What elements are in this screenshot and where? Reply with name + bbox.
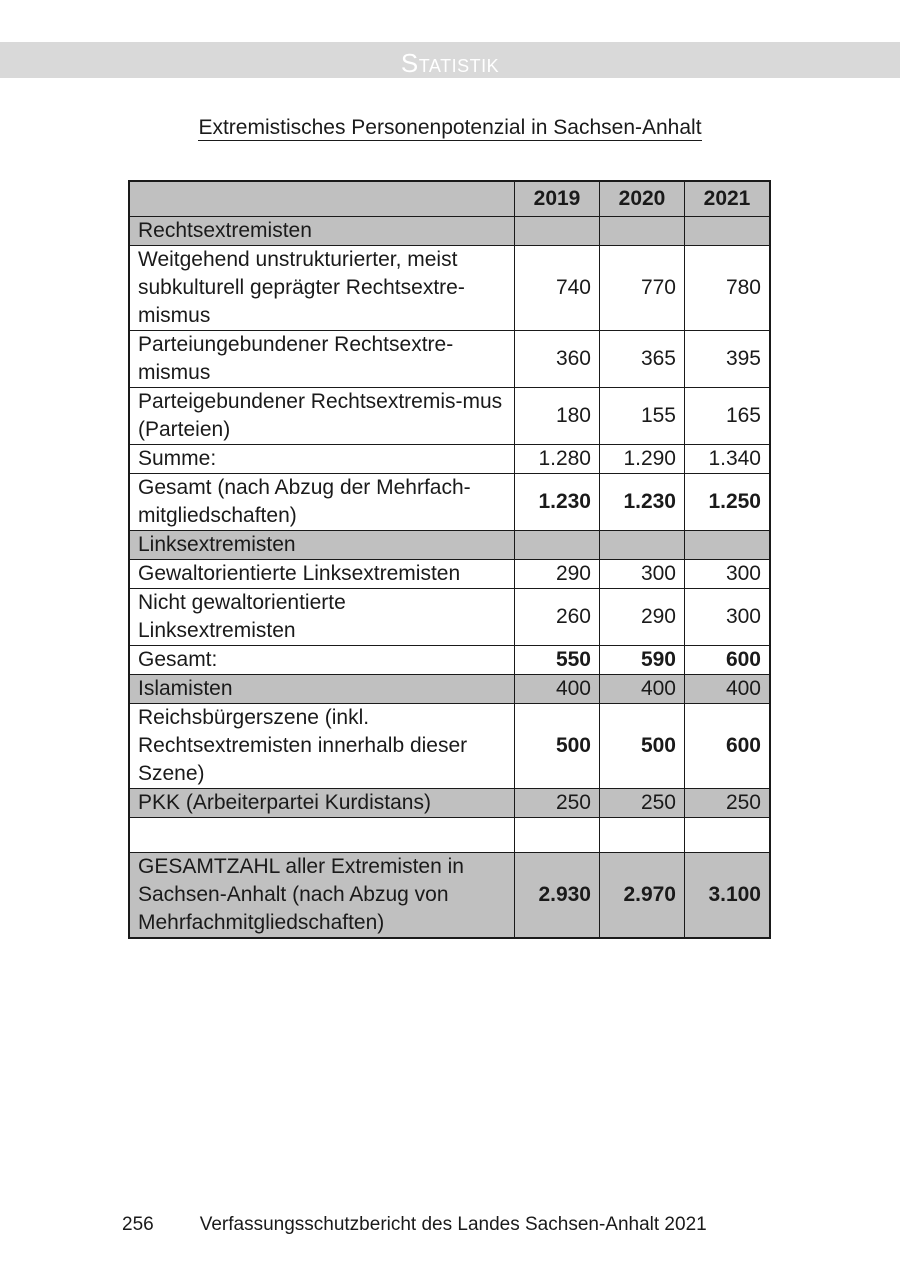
cell-2020: 1.230: [600, 474, 685, 531]
column-header-2021: 2021: [685, 181, 771, 217]
cell-2019: 1.230: [515, 474, 600, 531]
row-label: PKK (Arbeiterpartei Kurdistans): [129, 789, 515, 818]
table-row: [129, 388, 770, 445]
cell-2021: [685, 818, 771, 853]
cell-2020: 2.970: [600, 853, 685, 939]
cell-2019: 500: [515, 704, 600, 789]
cell-2020: [600, 531, 685, 560]
cell-2020: 290: [600, 589, 685, 646]
row-label: Rechtsextremisten: [129, 217, 515, 246]
column-header-2020: 2020: [600, 181, 685, 217]
cell-2021: 165: [685, 388, 771, 445]
cell-2019: 1.280: [515, 445, 600, 474]
row-label: Gesamt:: [129, 646, 515, 675]
cell-2020: 500: [600, 704, 685, 789]
cell-2021: 300: [685, 589, 771, 646]
cell-2020: 400: [600, 675, 685, 704]
table-row: [129, 246, 770, 331]
cell-2021: 300: [685, 560, 771, 589]
cell-2019: 260: [515, 589, 600, 646]
cell-2019: [515, 531, 600, 560]
page-footer: [122, 1214, 707, 1236]
cell-2020: 155: [600, 388, 685, 445]
row-label: Nicht gewaltorientierte Linksextremisten: [129, 589, 515, 646]
cell-2020: 770: [600, 246, 685, 331]
table-title: [0, 116, 900, 140]
cell-2019: 550: [515, 646, 600, 675]
cell-2019: 400: [515, 675, 600, 704]
cell-2019: [515, 818, 600, 853]
cell-2021: 1.340: [685, 445, 771, 474]
cell-2020: 1.290: [600, 445, 685, 474]
statistics-table: [128, 180, 771, 939]
cell-2021: [685, 531, 771, 560]
row-label: Parteiungebundener Rechtsextre-​mismus: [129, 331, 515, 388]
table-row: [129, 331, 770, 388]
table-section-row: [129, 217, 770, 246]
cell-2021: [685, 217, 771, 246]
cell-2019: 2.930: [515, 853, 600, 939]
cell-2019: 290: [515, 560, 600, 589]
table-row: [129, 589, 770, 646]
table-section-row: [129, 531, 770, 560]
table-title-text: Extremistisches Personenpotenzial in Sachsen-Anhalt: [198, 116, 702, 139]
cell-2021: 600: [685, 646, 771, 675]
table-spacer-row: [129, 818, 770, 853]
cell-2021: 250: [685, 789, 771, 818]
cell-2021: 780: [685, 246, 771, 331]
column-header-label: [129, 181, 515, 217]
table-row: [129, 853, 770, 939]
cell-2021: 400: [685, 675, 771, 704]
row-label: Gesamt (nach Abzug der Mehrfach-​mitgliedschaften): [129, 474, 515, 531]
row-label: [129, 818, 515, 853]
cell-2020: 300: [600, 560, 685, 589]
cell-2020: 250: [600, 789, 685, 818]
cell-2020: 365: [600, 331, 685, 388]
table-row: [129, 646, 770, 675]
row-label: GESAMTZAHL aller Extremisten in Sachsen-Anhalt (nach Abzug von Mehrfachmitgliedschaften): [129, 853, 515, 939]
column-header-2019: 2019: [515, 181, 600, 217]
cell-2020: [600, 818, 685, 853]
cell-2019: 180: [515, 388, 600, 445]
table-row: [129, 445, 770, 474]
table-row: [129, 474, 770, 531]
table-body: [129, 217, 770, 939]
row-label: Linksextremisten: [129, 531, 515, 560]
section-header-band: [0, 42, 900, 78]
section-title: Statistik: [400, 48, 500, 78]
table-row: [129, 560, 770, 589]
cell-2019: 360: [515, 331, 600, 388]
cell-2020: [600, 217, 685, 246]
cell-2019: 740: [515, 246, 600, 331]
table-row: [129, 789, 770, 818]
row-label: Parteigebundener Rechtsextremis-​mus (Parteien): [129, 388, 515, 445]
cell-2021: 395: [685, 331, 771, 388]
row-label: Reichsbürgerszene (inkl. Rechtsextremisten innerhalb dieser Szene): [129, 704, 515, 789]
cell-2021: 600: [685, 704, 771, 789]
table-header-row: [129, 181, 770, 217]
row-label: Islamisten: [129, 675, 515, 704]
row-label: Weitgehend unstrukturierter, meist subkulturell geprägter Rechtsextre-​mismus: [129, 246, 515, 331]
page-number: 256: [122, 1214, 154, 1235]
row-label: Summe:: [129, 445, 515, 474]
row-label: Gewaltorientierte Linksextremisten: [129, 560, 515, 589]
cell-2021: 3.100: [685, 853, 771, 939]
cell-2020: 590: [600, 646, 685, 675]
publication-title: Verfassungsschutzbericht des Landes Sachsen-Anhalt 2021: [199, 1214, 707, 1235]
cell-2019: 250: [515, 789, 600, 818]
cell-2019: [515, 217, 600, 246]
table-row: [129, 704, 770, 789]
table-row: [129, 675, 770, 704]
cell-2021: 1.250: [685, 474, 771, 531]
